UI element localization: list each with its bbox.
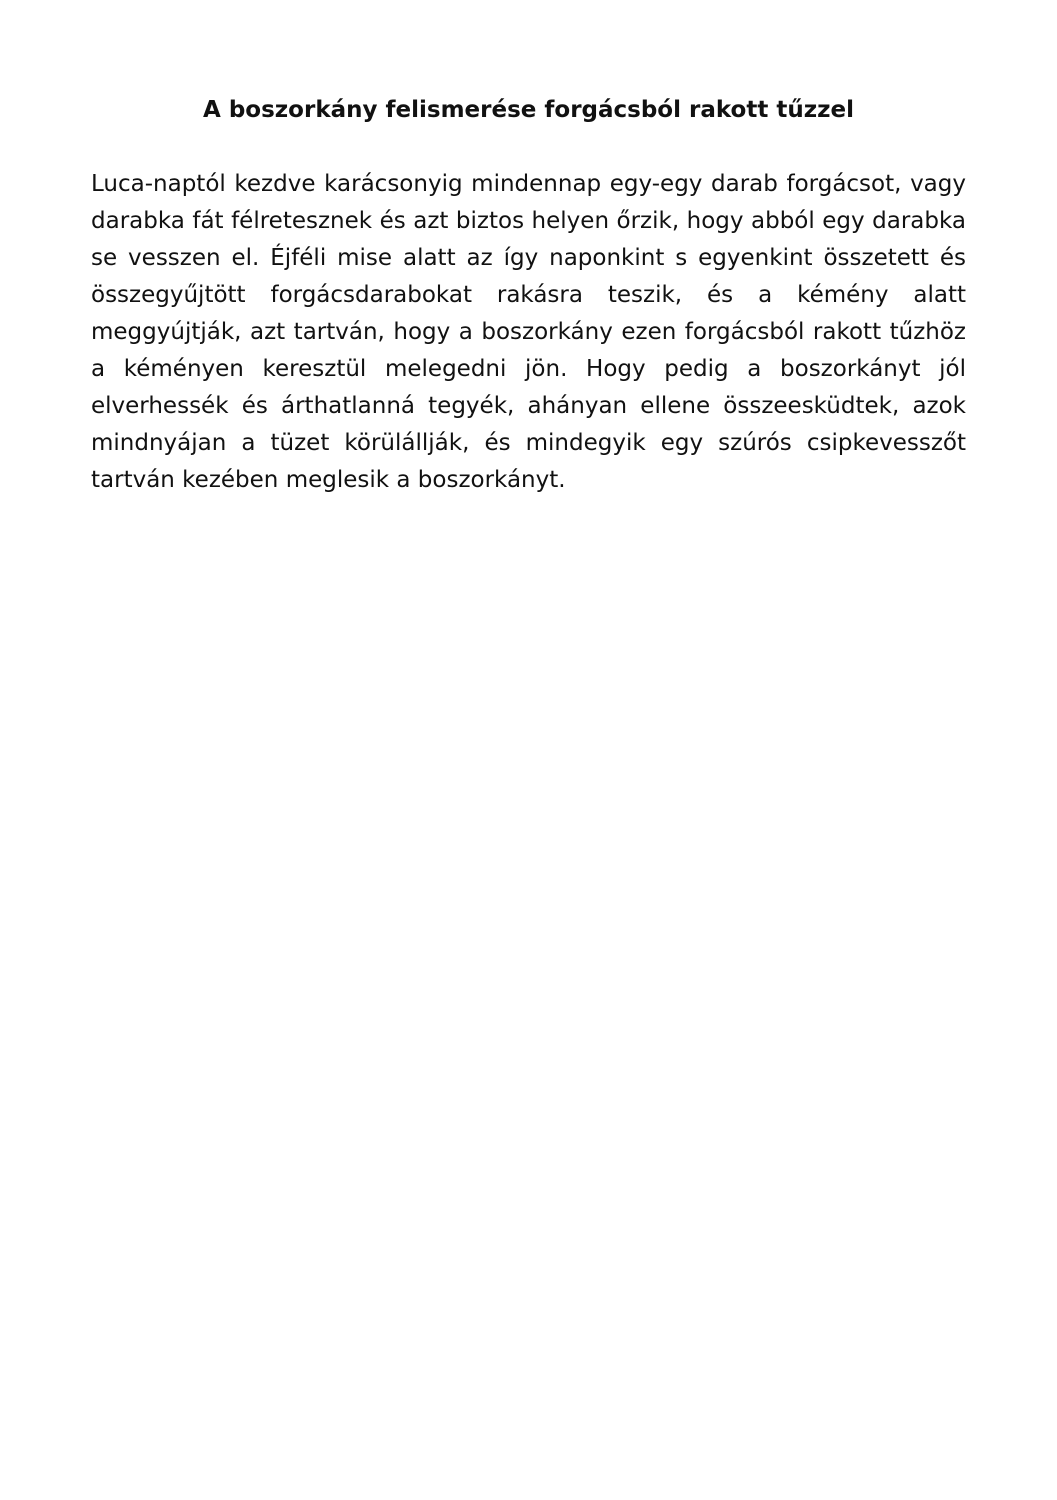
document-paragraph: Luca-naptól kezdve karácsonyig mindennap egy-egy darab forgácsot, vagy darabka fát félretesznek és azt biztos helyen őrzik, hogy abból egy darabka se vesszen el. Éjféli mise alatt az így naponkint s egyenkint összetett és összegyűjtött forgácsdarabokat rakásra teszik, és a kémény alatt meggyújtják, azt tartván, hogy a boszorkány ezen forgácsból rakott tűzhöz a kéményen keresztül melegedni jön. Hogy pedig a boszorkányt jól elverhessék és árthatlanná tegyék, ahányan ellene összeesküdtek, azok mindnyájan a tüzet körülállják, és mindegyik egy szúrós csipkevesszőt tartván kezében meglesik a boszorkányt. <box>91 171 966 493</box>
document-title: A boszorkány felismerése forgácsból rakott tűzzel <box>203 97 854 123</box>
